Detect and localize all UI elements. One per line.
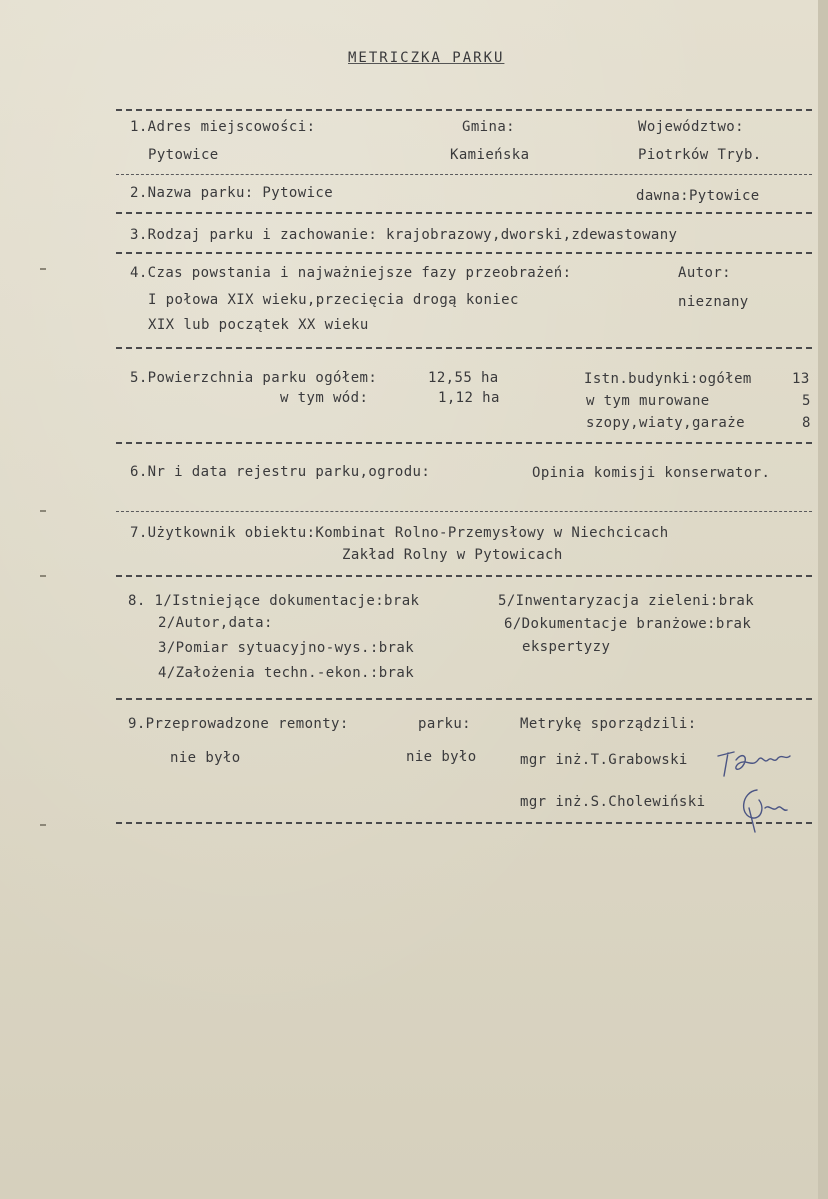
doc-item-5: 5/Inwentaryzacja zieleni:brak: [498, 593, 755, 609]
divider: [116, 442, 812, 444]
place-name: Pytowice: [148, 147, 219, 163]
divider: [116, 174, 812, 175]
doc-item-4: 4/Założenia techn.-ekon.:brak: [158, 665, 415, 681]
divider: [116, 252, 812, 254]
repairs-label: 9.Przeprowadzone remonty:: [128, 716, 349, 732]
divider: [116, 109, 812, 111]
buildings-value: 13: [792, 371, 810, 387]
author-value: nieznany: [678, 294, 749, 310]
park-name: 2.Nazwa parku: Pytowice: [130, 185, 334, 201]
voivodeship-value: Piotrków Tryb.: [638, 147, 762, 163]
doc-item-6: 6/Dokumentacje branżowe:brak: [504, 616, 752, 632]
margin-mark: [40, 510, 46, 512]
buildings-label: Istn.budynki:ogółem: [584, 371, 752, 387]
divider: [116, 347, 812, 349]
brick-value: 5: [802, 393, 811, 409]
voivodeship-label: Województwo:: [638, 119, 744, 135]
sheds-label: szopy,wiaty,garaże: [586, 415, 745, 431]
author-label: Autor:: [678, 265, 731, 281]
doc-item-2: 2/Autor,data:: [158, 615, 273, 631]
prepared-by-label: Metrykę sporządzili:: [520, 716, 697, 732]
water-label: w tym wód:: [280, 390, 369, 406]
divider: [116, 575, 812, 577]
divider: [116, 822, 812, 824]
park-type: 3.Rodzaj parku i zachowanie: krajobrazowy,dworski,zdewastowany: [130, 227, 678, 243]
opinion-label: Opinia komisji konserwator.: [532, 465, 771, 481]
park-repairs-label: parku:: [418, 716, 471, 732]
margin-mark: [40, 575, 46, 577]
repairs-value: nie było: [170, 750, 241, 766]
divider: [116, 212, 812, 214]
history-label: 4.Czas powstania i najważniejsze fazy przeobrażeń:: [130, 265, 572, 281]
divider: [116, 511, 812, 512]
preparer-1: mgr inż.T.Grabowski: [520, 752, 688, 768]
gmina-label: Gmina:: [462, 119, 515, 135]
user-line-1: 7.Użytkownik obiektu:Kombinat Rolno-Przemysłowy w Niechcicach: [130, 525, 669, 541]
user-line-2: Zakład Rolny w Pytowicach: [342, 547, 563, 563]
brick-label: w tym murowane: [586, 393, 710, 409]
history-line-1: I połowa XIX wieku,przecięcia drogą koniec: [148, 292, 519, 308]
gmina-value: Kamieńska: [450, 147, 530, 163]
water-value: 1,12 ha: [438, 390, 500, 406]
doc-item-1: 8. 1/Istniejące dokumentacje:brak: [128, 593, 420, 609]
margin-mark: [40, 268, 46, 270]
document-title: METRICZKA PARKU: [348, 50, 505, 66]
address-label: 1.Adres miejscowości:: [130, 119, 316, 135]
margin-mark: [40, 824, 46, 826]
register-label: 6.Nr i data rejestru parku,ogrodu:: [130, 464, 431, 480]
sheds-value: 8: [802, 415, 811, 431]
area-value: 12,55 ha: [428, 370, 499, 386]
history-line-2: XIX lub początek XX wieku: [148, 317, 369, 333]
area-label: 5.Powierzchnia parku ogółem:: [130, 370, 378, 386]
doc-item-6-extra: ekspertyzy: [522, 639, 611, 655]
former-name: dawna:Pytowice: [636, 188, 760, 204]
park-repairs-value: nie było: [406, 749, 477, 765]
signature-2: [735, 782, 799, 836]
signature-1: [712, 742, 796, 784]
divider: [116, 698, 812, 700]
doc-item-3: 3/Pomiar sytuacyjno-wys.:brak: [158, 640, 415, 656]
preparer-2: mgr inż.S.Cholewiński: [520, 794, 706, 810]
page-edge: [818, 0, 828, 1199]
